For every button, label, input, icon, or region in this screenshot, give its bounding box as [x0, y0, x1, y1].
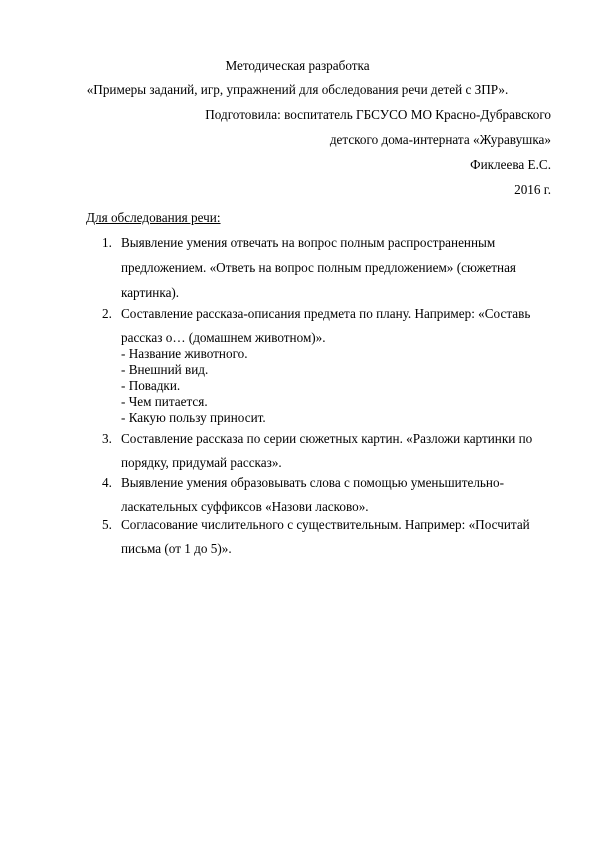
- list-item-text: рассказ о… (домашнем животном)».: [121, 330, 326, 345]
- sub-item: - Повадки.: [121, 378, 181, 393]
- sub-item: - Чем питается.: [121, 394, 208, 409]
- list-item-text: Согласование числительного с существительным. Например: «Посчитай: [121, 517, 530, 532]
- list-item-text: Составление рассказа-описания предмета по плану. Например: «Составь: [121, 306, 531, 321]
- list-item-text: письма (от 1 до 5)».: [121, 541, 232, 556]
- document-year: 2016 г.: [514, 182, 551, 197]
- list-item-text: Выявление умения образовывать слова с помощью уменьшительно-: [121, 475, 504, 490]
- list-item-text: ласкательных суффиксов «Назови ласково».: [121, 499, 369, 514]
- document-subtitle: «Примеры заданий, игр, упражнений для обследования речи детей с ЗПР».: [86, 82, 509, 97]
- list-item-text: предложением. «Ответь на вопрос полным предложением» (сюжетная: [121, 260, 516, 275]
- list-item-number: 2.: [102, 306, 112, 321]
- author-line-2: детского дома-интерната «Журавушка»: [329, 132, 551, 147]
- section-heading: Для обследования речи:: [86, 210, 221, 225]
- list-item-text: Выявление умения отвечать на вопрос полным распространенным: [121, 235, 496, 250]
- list-item-number: 5.: [102, 517, 112, 532]
- list-item-number: 1.: [102, 235, 112, 250]
- sub-item: - Название животного.: [121, 346, 248, 361]
- list-item-text: Составление рассказа по серии сюжетных картин. «Разложи картинки по: [121, 431, 533, 446]
- sub-item: - Какую пользу приносит.: [121, 410, 266, 425]
- author-name: Фиклеева Е.С.: [470, 157, 551, 172]
- author-line-1: Подготовила: воспитатель ГБСУСО МО Красно-Дубравского: [205, 107, 551, 122]
- list-item-text: картинка).: [121, 285, 180, 300]
- sub-item: - Внешний вид.: [121, 362, 209, 377]
- document-title: Методическая разработка: [225, 58, 370, 73]
- list-item-text: порядку, придумай рассказ».: [121, 455, 282, 470]
- list-item-number: 4.: [102, 475, 112, 490]
- list-item-number: 3.: [102, 431, 112, 446]
